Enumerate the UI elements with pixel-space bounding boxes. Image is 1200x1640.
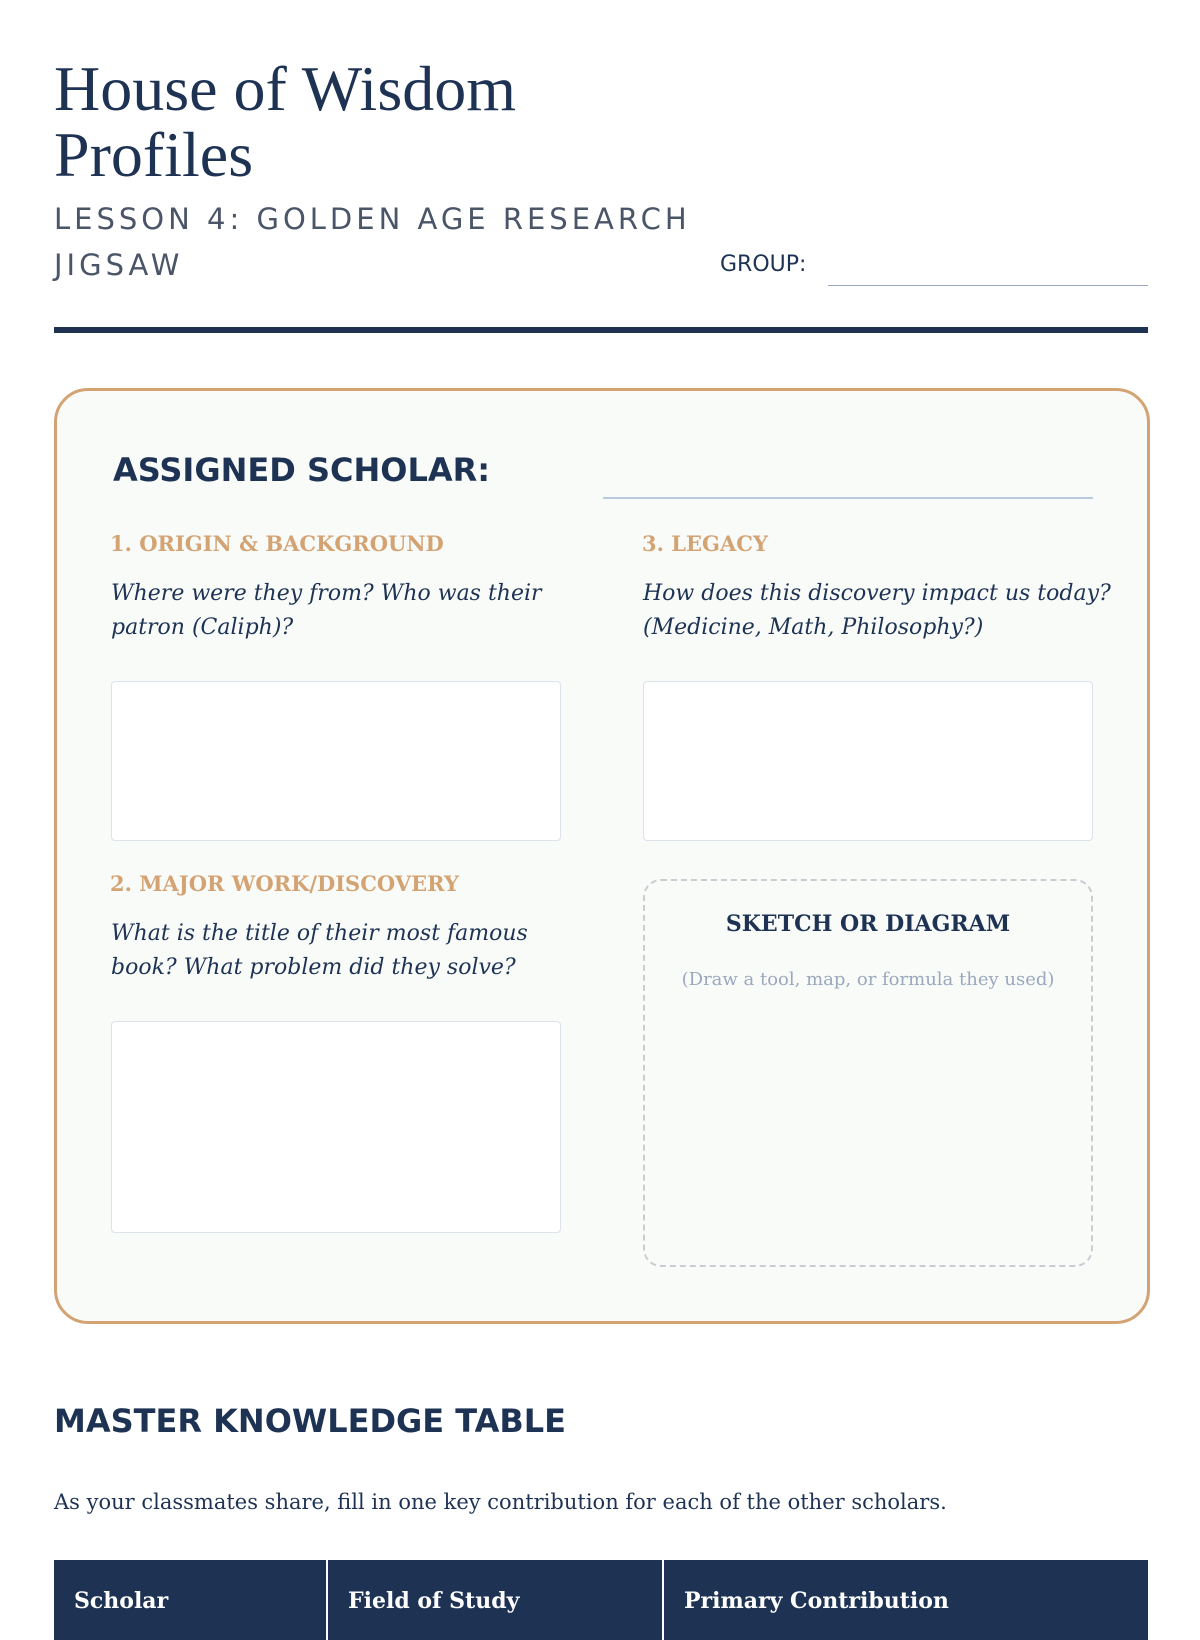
section-prompt-legacy: How does this discovery impact us today? (Medicine, Math, Philosophy?)	[643, 581, 1111, 640]
answer-box-legacy[interactable]	[643, 681, 1093, 841]
sketch-box[interactable]	[643, 879, 1093, 1267]
section-heading-origin: 1. ORIGIN & BACKGROUND	[110, 531, 444, 556]
page-title: House of Wisdom Profiles	[54, 53, 516, 190]
sketch-hint: (Draw a tool, map, or formula they used)	[681, 969, 1055, 990]
section-heading-legacy: 3. LEGACY	[642, 531, 768, 556]
column-header-scholar: Scholar	[54, 1560, 327, 1640]
column-header-contribution: Primary Contribution	[663, 1560, 1148, 1640]
sketch-title: SKETCH OR DIAGRAM	[725, 911, 1011, 937]
scholar-card	[54, 388, 1150, 1324]
lesson-subtitle: LESSON 4: GOLDEN AGE RESEARCH JIGSAW	[54, 202, 691, 282]
master-table-heading: MASTER KNOWLEDGE TABLE	[54, 1402, 567, 1440]
assigned-scholar-label: ASSIGNED SCHOLAR:	[113, 451, 491, 489]
answer-box-origin[interactable]	[111, 681, 561, 841]
header-divider	[54, 327, 1148, 333]
group-field[interactable]	[828, 285, 1148, 286]
section-prompt-major-work: What is the title of their most famous book? What problem did they solve?	[111, 921, 528, 980]
section-heading-major-work: 2. MAJOR WORK/DISCOVERY	[110, 871, 459, 896]
group-label: GROUP:	[720, 252, 807, 277]
master-table-instructions: As your classmates share, fill in one key contribution for each of the other scholars.	[54, 1490, 947, 1514]
column-header-field: Field of Study	[327, 1560, 663, 1640]
section-prompt-origin: Where were they from? Who was their patron (Caliph)?	[111, 581, 542, 640]
master-knowledge-table	[54, 1560, 1148, 1640]
assigned-scholar-field[interactable]	[603, 497, 1093, 499]
answer-box-major-work[interactable]	[111, 1021, 561, 1233]
